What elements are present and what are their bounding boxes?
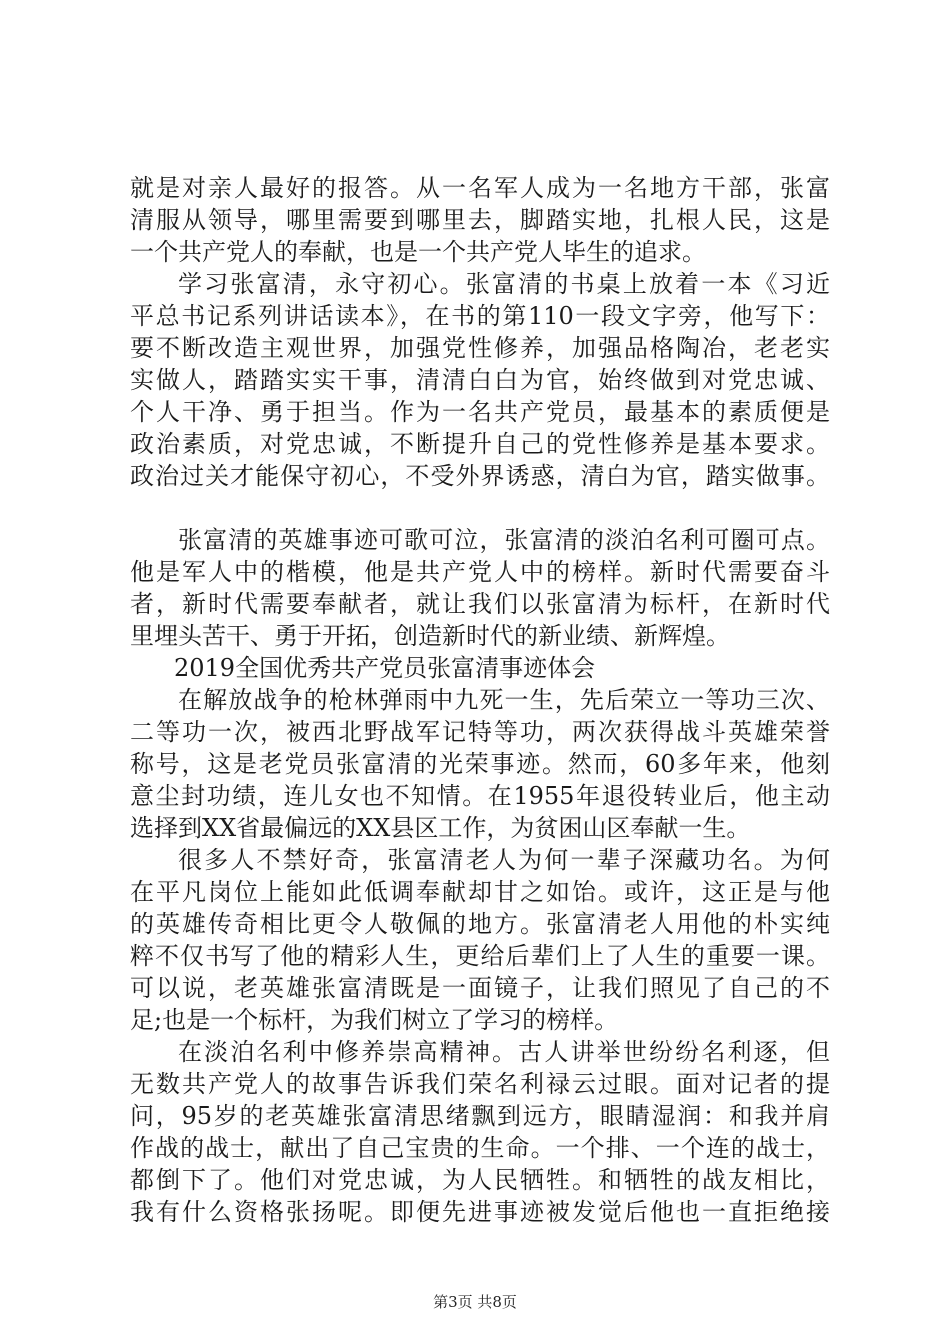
text-line: 平总书记系列讲话读本》，在书的第110一段文字旁，他写下： — [130, 302, 830, 330]
text-line: 政治过关才能保守初心，不受外界诱惑，清白为官，踏实做事。 — [130, 462, 830, 490]
text-line: 学习张富清，永守初心。张富清的书桌上放着一本《习近 — [178, 270, 830, 298]
text-line: 清服从领导，哪里需要到哪里去，脚踏实地，扎根人民，这是 — [130, 206, 830, 234]
text-line: 无数共产党人的故事告诉我们荣名利禄云过眼。面对记者的提 — [130, 1070, 830, 1098]
text-line: 的英雄传奇相比更令人敬佩的地方。张富清老人用他的朴实纯 — [130, 910, 830, 938]
text-line: 里埋头苦干、勇于开拓，创造新时代的新业绩、新辉煌。 — [130, 622, 730, 650]
text-line: 要不断改造主观世界，加强党性修养，加强品格陶冶，老老实 — [130, 334, 830, 362]
text-line: 问，95岁的老英雄张富清思绪飘到远方，眼睛湿润：和我并肩 — [130, 1102, 830, 1130]
paragraph-gap — [130, 492, 830, 524]
text-line: 意尘封功绩，连儿女也不知情。在1955年退役转业后，他主动 — [130, 782, 830, 810]
text-line: 很多人不禁好奇，张富清老人为何一辈子深藏功名。为何 — [178, 846, 830, 874]
text-line: 选择到XX省最偏远的XX县区工作，为贫困山区奉献一生。 — [130, 814, 751, 842]
text-line: 粹不仅书写了他的精彩人生，更给后辈们上了人生的重要一课。 — [130, 942, 830, 970]
text-line: 张富清的英雄事迹可歌可泣，张富清的淡泊名利可圈可点。 — [178, 526, 830, 554]
text-line: 我有什么资格张扬呢。即便先进事迹被发觉后他也一直拒绝接 — [130, 1198, 830, 1226]
section-title: 2019全国优秀共产党员张富清事迹体会 — [174, 654, 596, 682]
text-line: 一个共产党人的奉献，也是一个共产党人毕生的追求。 — [130, 238, 706, 266]
text-line: 他是军人中的楷模，他是共产党人中的榜样。新时代需要奋斗 — [130, 558, 830, 586]
text-line: 者，新时代需要奉献者，就让我们以张富清为标杆，在新时代 — [130, 590, 830, 618]
text-line: 足;也是一个标杆，为我们树立了学习的榜样。 — [130, 1006, 619, 1034]
text-line: 都倒下了。他们对党忠诚，为人民牺牲。和牺牲的战友相比， — [130, 1166, 830, 1194]
document-body — [130, 172, 830, 1228]
text-line: 在平凡岗位上能如此低调奉献却甘之如饴。或许，这正是与他 — [130, 878, 830, 906]
text-line: 作战的战士，献出了自己宝贵的生命。一个排、一个连的战士， — [130, 1134, 830, 1162]
text-line: 可以说，老英雄张富清既是一面镜子，让我们照见了自己的不 — [130, 974, 830, 1002]
text-line: 二等功一次，被西北野战军记特等功，两次获得战斗英雄荣誉 — [130, 718, 830, 746]
text-line: 实做人，踏踏实实干事，清清白白为官，始终做到对党忠诚、 — [130, 366, 830, 394]
text-line: 个人干净、勇于担当。作为一名共产党员，最基本的素质便是 — [130, 398, 830, 426]
text-line: 政治素质，对党忠诚，不断提升自己的党性修养是基本要求。 — [130, 430, 830, 458]
page-number-footer: 第3页 共8页 — [433, 1293, 517, 1311]
text-line: 在解放战争的枪林弹雨中九死一生，先后荣立一等功三次、 — [178, 686, 830, 714]
text-line: 称号，这是老党员张富清的光荣事迹。然而，60多年来，他刻 — [130, 750, 830, 778]
text-line: 在淡泊名利中修养崇高精神。古人讲举世纷纷名利逐，但 — [178, 1038, 830, 1066]
text-line: 就是对亲人最好的报答。从一名军人成为一名地方干部，张富 — [130, 174, 830, 202]
